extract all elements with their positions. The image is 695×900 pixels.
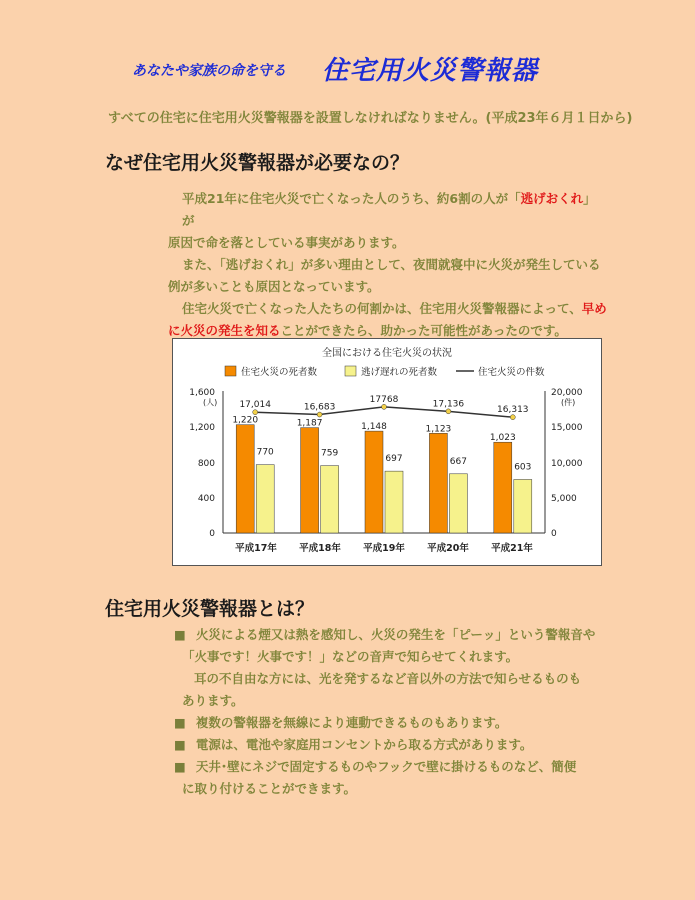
bar-deaths-1 xyxy=(301,428,319,533)
bullet-1-text-1: 火災による煙又は熱を感知し、火災の発生を「ピーッ」という警報音や xyxy=(195,627,596,642)
label-deaths-4: 1,023 xyxy=(489,433,516,444)
section1-body xyxy=(168,188,608,342)
bar-deaths-4 xyxy=(494,442,512,533)
right-tick-10000: 10,000 xyxy=(551,459,583,469)
label-escape-2: 697 xyxy=(385,454,403,465)
legend-swatch-deaths xyxy=(225,366,236,376)
legend-swatch-escape xyxy=(345,366,356,376)
p1-text-b: 」が xyxy=(182,191,596,228)
chart-marks xyxy=(232,395,531,533)
left-tick-800: 800 xyxy=(197,459,215,469)
category-label-h17: 平成17年 xyxy=(235,543,277,554)
left-tick-0: 0 xyxy=(209,529,215,539)
p1-line2: 原因で命を落としている事実があります。 xyxy=(168,235,405,250)
bar-escape-4 xyxy=(514,479,532,533)
chart-title: 全国における住宅火災の状況 xyxy=(322,348,452,359)
bar-escape-1 xyxy=(321,466,339,533)
category-label-h21: 平成21年 xyxy=(491,543,533,554)
left-axis-unit: (人) xyxy=(203,398,218,407)
bullet-3-text: 電源は、電池や家庭用コンセントから取る方式があります。 xyxy=(195,737,533,752)
right-tick-5000: 5,000 xyxy=(551,494,577,504)
section2-body xyxy=(174,624,614,800)
notice-text: すべての住宅に住宅用火災警報器を設置しなければなりません。(平成23年６月１日から) xyxy=(108,111,633,126)
bullet-item-4-line1 xyxy=(174,756,614,778)
bullet-2-text: 複数の警報器を無線により連動できるものもあります。 xyxy=(195,715,508,730)
label-deaths-1: 1,187 xyxy=(296,418,323,429)
p1-red-text: 逃げおくれ xyxy=(520,191,584,206)
label-escape-0: 770 xyxy=(256,447,274,458)
page-subtitle: あなたや家族の命を守る xyxy=(132,63,286,79)
point-fires-3 xyxy=(446,409,451,414)
legend-label-escape: 逃げ遅れの死者数 xyxy=(361,367,438,378)
bullet-square-icon: ■ xyxy=(174,715,186,730)
p3-text-b: ことができたら、助かった可能性があったのです。 xyxy=(280,323,567,338)
p3-line1 xyxy=(168,298,608,320)
label-fires-4: 16,313 xyxy=(497,405,529,416)
bullet-square-icon: ■ xyxy=(174,737,186,752)
bar-escape-3 xyxy=(449,474,467,533)
right-axis-unit: (件) xyxy=(561,398,576,407)
p2-line1: また、「逃げおくれ」が多い理由として、夜間就寝中に火災が発生している xyxy=(182,257,601,272)
category-label-h18: 平成18年 xyxy=(299,543,341,554)
bullet-item-1-line3: 耳の不自由な方には、光を発するなど音以外の方法で知らせるものも xyxy=(194,671,582,686)
label-fires-2: 17768 xyxy=(369,394,399,405)
point-fires-0 xyxy=(253,410,258,415)
point-fires-4 xyxy=(510,415,515,420)
bullet-item-2 xyxy=(174,712,614,734)
bullet-item-1-line4: あります。 xyxy=(182,693,244,708)
fire-statistics-chart xyxy=(173,339,601,565)
label-fires-3: 17,136 xyxy=(432,399,465,410)
label-escape-1: 759 xyxy=(321,448,339,459)
chart-container xyxy=(172,338,602,566)
right-tick-0: 0 xyxy=(551,529,557,539)
legend-label-deaths: 住宅火災の死者数 xyxy=(241,367,318,378)
label-escape-4: 603 xyxy=(514,462,532,473)
bullet-item-1-line2: 「火事です！火事です！」などの音声で知らせてくれます。 xyxy=(182,649,519,664)
bullet-4-text-1: 天井･壁にネジで固定するものやフックで壁に掛けるものなど、簡便 xyxy=(195,759,577,774)
section1-heading: なぜ住宅用火災警報器が必要なの？ xyxy=(105,152,410,174)
label-escape-3: 667 xyxy=(449,456,467,467)
bullet-square-icon: ■ xyxy=(174,627,186,642)
label-fires-1: 16,683 xyxy=(303,402,336,413)
bar-deaths-0 xyxy=(236,425,254,533)
p1-text-a: 平成21年に住宅火災で亡くなった人のうち、約6割の人が「 xyxy=(182,191,521,206)
bar-deaths-2 xyxy=(365,431,383,533)
category-label-h19: 平成19年 xyxy=(363,543,405,554)
p3-red-text-1: 早め xyxy=(581,301,607,316)
category-label-h20: 平成20年 xyxy=(427,543,469,554)
section2-heading: 住宅用火災警報器とは？ xyxy=(105,598,315,620)
p1-line1 xyxy=(168,188,608,232)
page-title: 住宅用火災警報器 xyxy=(322,56,539,86)
legend-label-fires: 住宅火災の件数 xyxy=(478,367,545,378)
bar-escape-2 xyxy=(385,471,403,533)
label-deaths-0: 1,220 xyxy=(232,415,259,426)
bullet-square-icon: ■ xyxy=(174,759,186,774)
bullet-item-3 xyxy=(174,734,614,756)
point-fires-2 xyxy=(382,404,387,409)
p3-red-text-2: に火災の発生を知る xyxy=(168,323,281,338)
p2-line2: 例が多いことも原因となっています。 xyxy=(168,279,380,294)
left-tick-400: 400 xyxy=(197,494,215,504)
label-deaths-2: 1,148 xyxy=(361,422,387,433)
left-tick-1600: 1,600 xyxy=(189,388,215,398)
p3-text-a: 住宅火災で亡くなった人たちの何割かは、住宅用火災警報器によって、 xyxy=(182,301,582,316)
label-deaths-3: 1,123 xyxy=(425,424,452,435)
bar-deaths-3 xyxy=(429,433,447,533)
left-tick-1200: 1,200 xyxy=(189,423,215,433)
bar-escape-0 xyxy=(256,465,274,533)
right-tick-15000: 15,000 xyxy=(551,423,583,433)
point-fires-1 xyxy=(317,412,322,417)
right-tick-20000: 20,000 xyxy=(551,388,583,398)
label-fires-0: 17,014 xyxy=(239,400,271,411)
bullet-item-1-line1 xyxy=(174,624,614,646)
bullet-item-4-line2: に取り付けることができます。 xyxy=(182,781,357,796)
